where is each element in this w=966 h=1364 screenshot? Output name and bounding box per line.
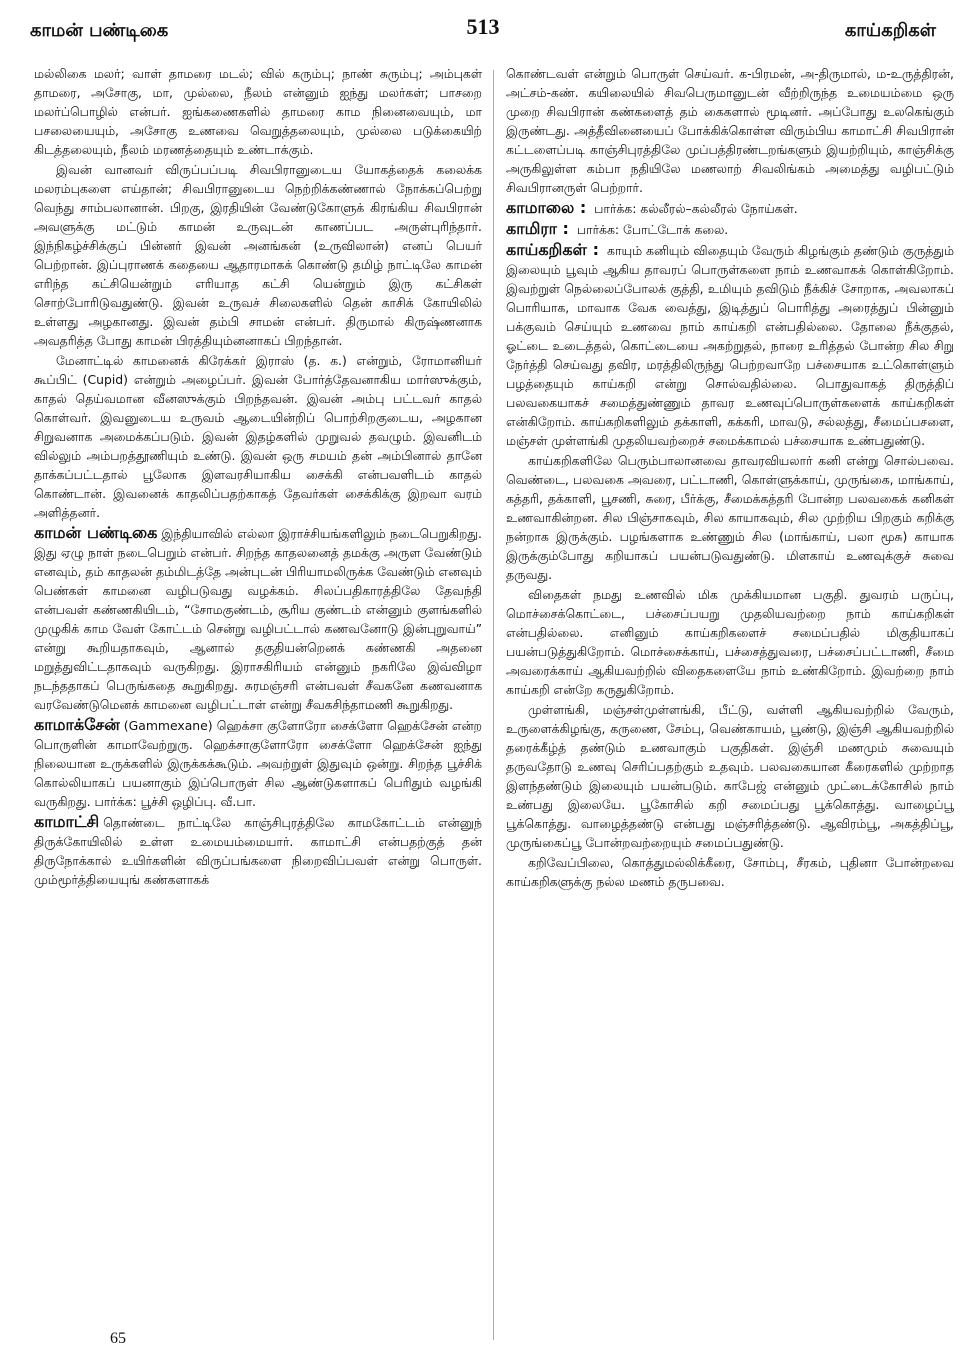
entry-camera xyxy=(506,219,954,239)
entry-text: காயும் கனியும் விதையும் வேரும் கிழங்கும் தண்டும் குருத்தும் இலையும் பூவும் ஆகிய தாவரப் பொருள்களை நாம் உணவாகக் கொள்கிறோம். இவற்றுள் நெல்லைப்போலக் குத்தி, உமியும் தவிடும் நீக்கிச் சோறாக, அவலாகப் பொரியாக, மாவாக வேக வைத்து, இடித்துப் பொரித்து அரைத்துப் பின்னும் பக்குவம் செய்யும் உணவை நாம் காய்கறி என்பதில்லை. தோலை நீக்குதல், ஓட்டை உடைத்தல், கொட்டையை அகற்றுதல், நாரை உரித்தல் போன்ற சில சிறு நேர்த்தி செய்வது தவிர, மரத்திலிருந்து பெற்றவாறே பச்சையாக உட்கொள்ளும் பழத்தையும் காய்கறி என்று சொல்வதில்லை. பொதுவாகத் திருத்திப் பலவகையாகச் சமைத்துண்ணும் தாவர உணவுப்பொருள்களைக் காய்கறிகள் என்கிறோம். காய்கறிகளிலும் தக்காளி, கக்கரி, மாவடு, சல்லத்து, சீமைப்பசளை, மஞ்சள் முள்ளங்கி முதலியவற்றைச் சமைக்காமல் பச்சையாக உண்பதுண்டு. xyxy=(506,243,954,448)
column-divider xyxy=(493,70,494,1340)
entry-term: காமிரா : xyxy=(506,219,569,238)
entry-text: இந்தியாவில் எல்லா இராச்சியங்களிலும் நடைபெறுகிறது. இது ஏழு நாள் நடைபெறும் என்பர். சிறந்த காதலனைத் தமக்கு அருள வேண்டும் எனவும், தம் காதலன் தம்மிடத்தே அன்புடன் பிரியாமலிருக்க வேண்டும் எனவும் பெண்கள் காமனை வழிபடுவது வழக்கம். சிலப்பதிகாரத்திலே தேவந்தி என்பவள் கண்ணகியிடம், “சோமகுண்டம், சூரிய குண்டம் என்னும் குளங்களில் முழுகிக் காம வேள் கோட்டம் சென்று வழிபட்டால் கணவனோடு இன்புறுவாய்” என்று கூறியதாகவும், ஆனால் தகுதியன்றெனக் கண்ணகி அதனை மறுத்துவிட்டதாகவும் வருகிறது. இராசகிரியம் என்னும் நகரிலே இவ்விழா நடந்ததாகப் பெருங்கதை கூறுகிறது. சுரமஞ்சரி என்பவள் சீவகனே கணவனாக வரவேண்டுமெனக் காமனை வழிபட்டாள் என்று சீவகசிந்தாமணி கூறுகிறது. xyxy=(34,526,482,712)
entry-text: பார்க்க: கல்லீரல்–கல்லீரல் நோய்கள். xyxy=(594,201,798,216)
page-number: 513 xyxy=(466,14,500,39)
paragraph: இவன் வானவர் விருப்பப்படி சிவபிரானுடைய யோகத்தைக் கலைக்க மலரம்புகளை எய்தான்; சிவபிரானுடைய நெற்றிக்கண்ணால் நோக்கப்பெற்று வெந்து சாம்பலானான். பிறகு, இரதியின் வேண்டுகோளுக் கிரங்கிய சிவபிரான் அவளுக்கு மட்டும் காமன் உருவுடன் காணப்பட அருள்புரிந்தார். இந்நிகழ்ச்சிக்குப் பின்னர் இவன் அனங்கன் (உருவிலான்) எனப் பெயர் பெற்றான். இப்புராணக் கதையை ஆதாரமாகக் கொண்டு தமிழ் நாட்டிலே காமன் எரிந்த கட்சியென்றும் எரியாத கட்சி யென்றும் இரு கட்சிகள் சொற்போரிடுவதுண்டு. இவன் உருவச் சிலைகளில் தென் காசிக் கோயிலில் உள்ளது அழகானது. இவன் தம்பி சாமன் என்பர். திருமால் கிருஷ்ணனாக அவதரித்த போது காமன் பிரத்தியும்னனாகப் பிறந்தான். xyxy=(34,162,482,348)
paragraph: மேனாட்டில் காமனைக் கிரேக்கர் இராஸ் (த. க.) என்றும், ரோமானியர் கூப்பிட் (Cupid) என்றும் அழைப்பர். இவன் போர்த்தேவனாகிய மார்ஸுக்கும், காதல் தெய்வமான வீனஸுக்கும் பிறந்தவன். இவன் அம்பு பட்டவர் காதல் கொள்வர். இவனுடைய உருவம் ஆடையின்றிப் பொற்சிறகுடைய, அழகான சிறுவனாக அமைக்கப்படும். இவன் இதழ்களில் முறுவல் தவழும். இவனிடம் வில்லும் அம்பறத்தூணியும் உண்டு. இவன் ஒரு சமயம் தன் அம்பினால் தானே தாக்கப்பட்டதால் பூலோக இளவரசியாகிய சைக்கி என்பவளிடம் காதல் கொண்டான். இவனைக் காதலிப்பதற்காகத் தேவர்கள் சைக்கிக்கு இறவா வரம் அளித்தனர். xyxy=(34,353,482,520)
paragraph: மல்லிகை மலர்; வாள் தாமரை மடல்; வில் கரும்பு; நாண் சுரும்பு; அம்புகள் தாமரை, அசோகு, மா, முல்லை, நீலம் என்னும் ஐந்து மலர்கள்; பாசறை மலர்ப்பொழில் என்பர். ஐங்கணைகளில் தாமரை காம நினைவையும், மா பசலையையும், அசோகு உணவை வெறுத்தலையும், முல்லை படுக்கையிற் கிடத்தலையும், நீலம் மரணத்தையும் உண்டாக்கும். xyxy=(34,66,482,157)
paragraph: முள்ளங்கி, மஞ்சள்முள்ளங்கி, பீட்டு, வள்ளி ஆகியவற்றில் வேரும், உருளைக்கிழங்கு, கருணை, சேம்பு, வெண்காயம், பூண்டு, இஞ்சி ஆகியவற்றில் தரைக்கீழ்த் தண்டும் உணவாகும் பகுதிகள். இஞ்சி மணமும் சுவையும் தருவதோடு உணவு செரிப்பதற்கும் உதவும். பலவகையான கீரைகளில் முற்றாத இளந்தண்டும் இலையும் பயன்படும். காபேஜ் என்னும் முட்டைக்கோசில் நாம் உண்பது இலையே. பூகோசில் கறி சமைப்பது பூக்கொத்து. வாழைப்பூ பூக்கொத்து. வாழைத்தண்டு என்பது மஞ்சரித்தண்டு. ஆவிரம்பூ, அகத்திப்பூ, முருங்கைப்பூ போன்றவற்றையும் சமைப்பதுண்டு. xyxy=(506,702,954,850)
entry-term: காமாலை : xyxy=(506,198,587,217)
running-head-left: காமன் பண்டிகை xyxy=(30,20,169,41)
entry-text: தொண்டை நாட்டிலே காஞ்சிபுரத்திலே காமகோட்டம் என்னுந் திருக்கோயிலில் உள்ள உமையம்மையார். காமாட்சி என்பதற்குத் தன் திருநோக்கால் உயிர்களின் விருப்பங்களை நிறைவிப்பவள் என்று பொருள். மும்மூர்த்தியையுங் கண்களாகக் xyxy=(34,815,482,887)
right-column xyxy=(506,64,954,892)
entry-gammexane xyxy=(34,715,482,811)
paragraph: கறிவேப்பிலை, கொத்துமல்லிக்கீரை, சோம்பு, சீரகம், புதினா போன்றவை காய்கறிகளுக்கு நல்ல மணம் தருபவை. xyxy=(506,855,954,889)
entry-kamalai xyxy=(506,198,954,218)
entry-term: காமன் பண்டிகை xyxy=(34,523,158,542)
entry-term: காய்கறிகள் : xyxy=(506,240,600,259)
entry-kaman-pandigai xyxy=(34,523,482,714)
entry-kaikarigal xyxy=(506,240,954,450)
entry-text: பார்க்க: போட்டோக் கலை. xyxy=(576,222,729,237)
entry-kamatchi xyxy=(34,812,482,889)
paragraph: விதைகள் நமது உணவில் மிக முக்கியமான பகுதி. துவரம் பருப்பு, மொச்சைக்கொட்டை, பச்சைப்பயறு முதலியவற்றை நாம் காய்கறிகள் என்பதில்லை. எனினும் காய்கறிகளைச் சமைப்பதில் மிகுதியாகப் பயன்படுத்துகிறோம். மொச்சைக்காய், பச்சைத்துவரை, பச்சைப்பட்டாணி, சீமை அவரைக்காய் ஆகியவற்றில் விதைகளையே நாம் உண்கிறோம். இவற்றை நாம் காய்கறி என்றே கருதுகிறோம். xyxy=(506,587,954,697)
entry-text: (Gammexane) ஹெக்சா குளோரோ சைக்ளோ ஹெக்சேன் என்ற பொருளின் காமாவேற்றுரு. ஹெக்சாகுளோரோ சைக்ளோ ஹெக்சேன் ஐந்து நிலையான உருக்களில் இருக்கக்கூடும். அவற்றுள் இதுவும் ஒன்று. சிறந்த பூச்சிக் கொல்லியாகப் பயனாகும் இப்பொருள் சில ஆண்டுகளாகப் பெரிதும் வழங்கி வருகிறது. பார்க்க: பூச்சி ஒழிப்பு. வீ.பா. xyxy=(34,718,482,809)
paragraph: கொண்டவள் என்றும் பொருள் செய்வர். க-பிரமன், அ-திருமால், ம-உருத்திரன், அட்சம்-கண். கயிலையில் சிவபெருமானுடன் வீற்றிருந்த உமையம்மை ஒரு முறை சிவபிரான் கண்களைத் தம் கைகளால் மூடினர். அப்போது உலகெங்கும் இருண்டது. அத்தீவினையைப் போக்கிக்கொள்ள விரும்பிய காமாட்சி சிவபிரான் கட்டளைப்படி காஞ்சிபுரத்திலே முப்பத்திரண்டறங்களும் இயற்றியும், காஞ்சிக்கு அருகிலுள்ள கம்பா நதியிலே மணலாற் சிவலிங்கம் அமைத்து வழிபட்டும் சிவபிரானருள் பெற்றார். xyxy=(506,66,954,195)
left-column xyxy=(34,64,482,890)
entry-term: காமாட்சி xyxy=(34,812,100,831)
footer-signature-number: 65 xyxy=(110,1330,126,1347)
page-header xyxy=(30,14,936,44)
running-head-right: காய்கறிகள் xyxy=(844,20,936,41)
paragraph: காய்கறிகளிலே பெரும்பாலானவை தாவரவியலார் கனி என்று சொல்பவை. வெண்டை, பலவகை அவரை, பட்டாணி, கொள்ளுக்காய், முருங்கை, மாங்காய், கத்தரி, தக்காளி, பூசணி, சுரை, பீர்க்கு, சீமைக்கத்தரி போன்ற பலவகைக் கனிகள் உணவாகின்றன. சில பிஞ்சாகவும், சில காயாகவும், சில முற்றிய பிறகும் கறிக்கு நன்றாக இருக்கும். பழங்களாக உண்ணும் சில (மாங்காய், பலா மூசு) காயாக இருக்கும்போது கறியாகப் பயன்படுவதுண்டு. மிளகாய் உணவுக்குச் சுவை தருவது. xyxy=(506,453,954,582)
entry-term: காமாக்சேன் xyxy=(34,715,120,734)
